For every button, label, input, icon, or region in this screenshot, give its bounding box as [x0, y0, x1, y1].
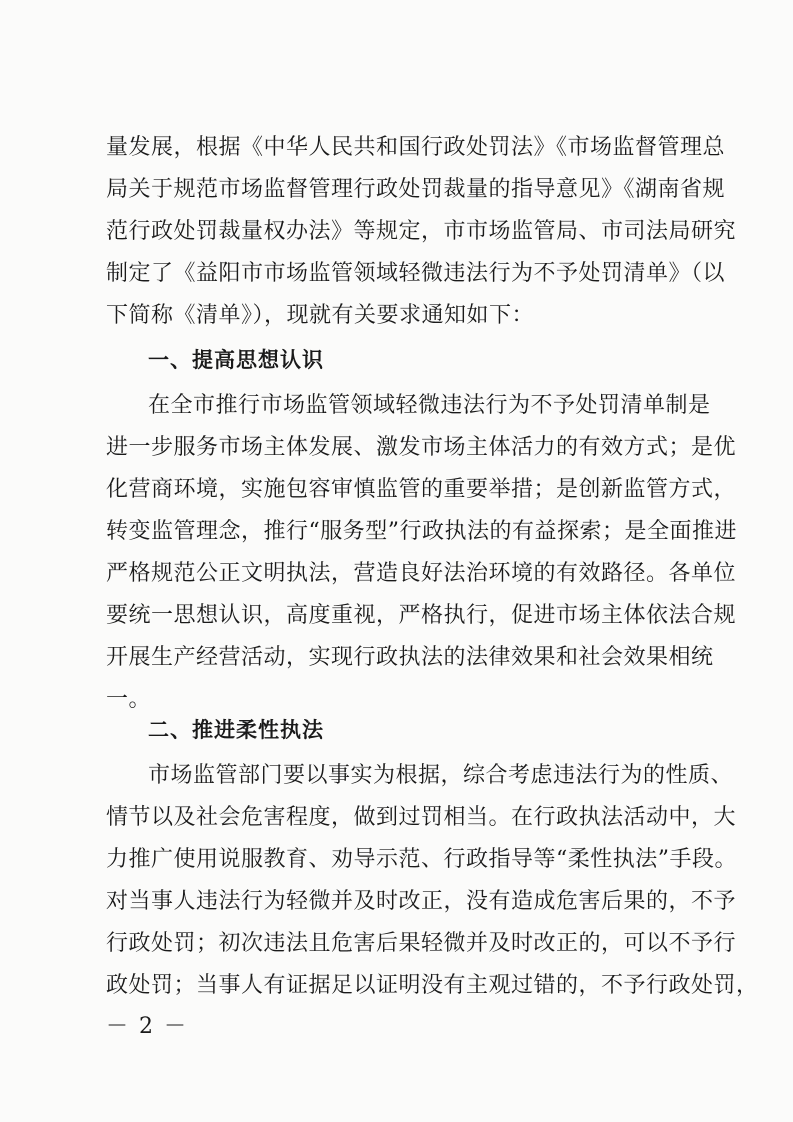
page-number: － 2 － [106, 1014, 188, 1039]
paragraph-line: 对当事人违法行为轻微并及时改正，没有造成危害后果的，不予 [106, 889, 737, 914]
paragraph-line: 在全市推行市场监管领域轻微违法行为不予处罚清单制是 [148, 393, 711, 418]
paragraph-line: 化营商环境，实施包容审慎监管的重要举措；是创新监管方式， [106, 477, 737, 502]
paragraph-line: 下简称《清单》），现就有关要求通知如下： [106, 303, 535, 328]
paragraph-line: 转变监管理念，推行“服务型”行政执法的有益探索；是全面推进 [106, 519, 737, 544]
section-heading-1: 一、提高思想认识 [148, 348, 324, 372]
paragraph-line: 一。 [106, 687, 152, 712]
paragraph-line: 制定了《益阳市市场监管领域轻微违法行为不予处罚清单》（以 [106, 261, 726, 286]
paragraph-line: 政处罚；当事人有证据足以证明没有主观过错的，不予行政处罚， [106, 973, 759, 998]
section-heading-2: 二、推进柔性执法 [148, 718, 324, 742]
paragraph-line: 力推广使用说服教育、劝导示范、行政指导等“柔性执法”手段。 [106, 847, 737, 872]
paragraph-line: 量发展，根据《中华人民共和国行政处罚法》《市场监督管理总 [106, 135, 726, 160]
paragraph-line: 行政处罚；初次违法且危害后果轻微并及时改正的，可以不予行 [106, 931, 737, 956]
paragraph-line: 进一步服务市场主体发展、激发市场主体活力的有效方式；是优 [106, 435, 737, 460]
paragraph-line: 市场监管部门要以事实为根据，综合考虑违法行为的性质、 [148, 763, 734, 788]
paragraph-line: 要统一思想认识，高度重视，严格执行，促进市场主体依法合规 [106, 603, 737, 628]
paragraph-line: 情节以及社会危害程度，做到过罚相当。在行政执法活动中，大 [106, 805, 737, 830]
paragraph-line: 局关于规范市场监督管理行政处罚裁量的指导意见》《湖南省规 [106, 177, 726, 202]
paragraph-line: 范行政处罚裁量权办法》等规定，市市场监管局、市司法局研究 [106, 219, 737, 244]
paragraph-line: 严格规范公正文明执法，营造良好法治环境的有效路径。各单位 [106, 561, 737, 586]
paragraph-line: 开展生产经营活动，实现行政执法的法律效果和社会效果相统 [106, 645, 714, 670]
